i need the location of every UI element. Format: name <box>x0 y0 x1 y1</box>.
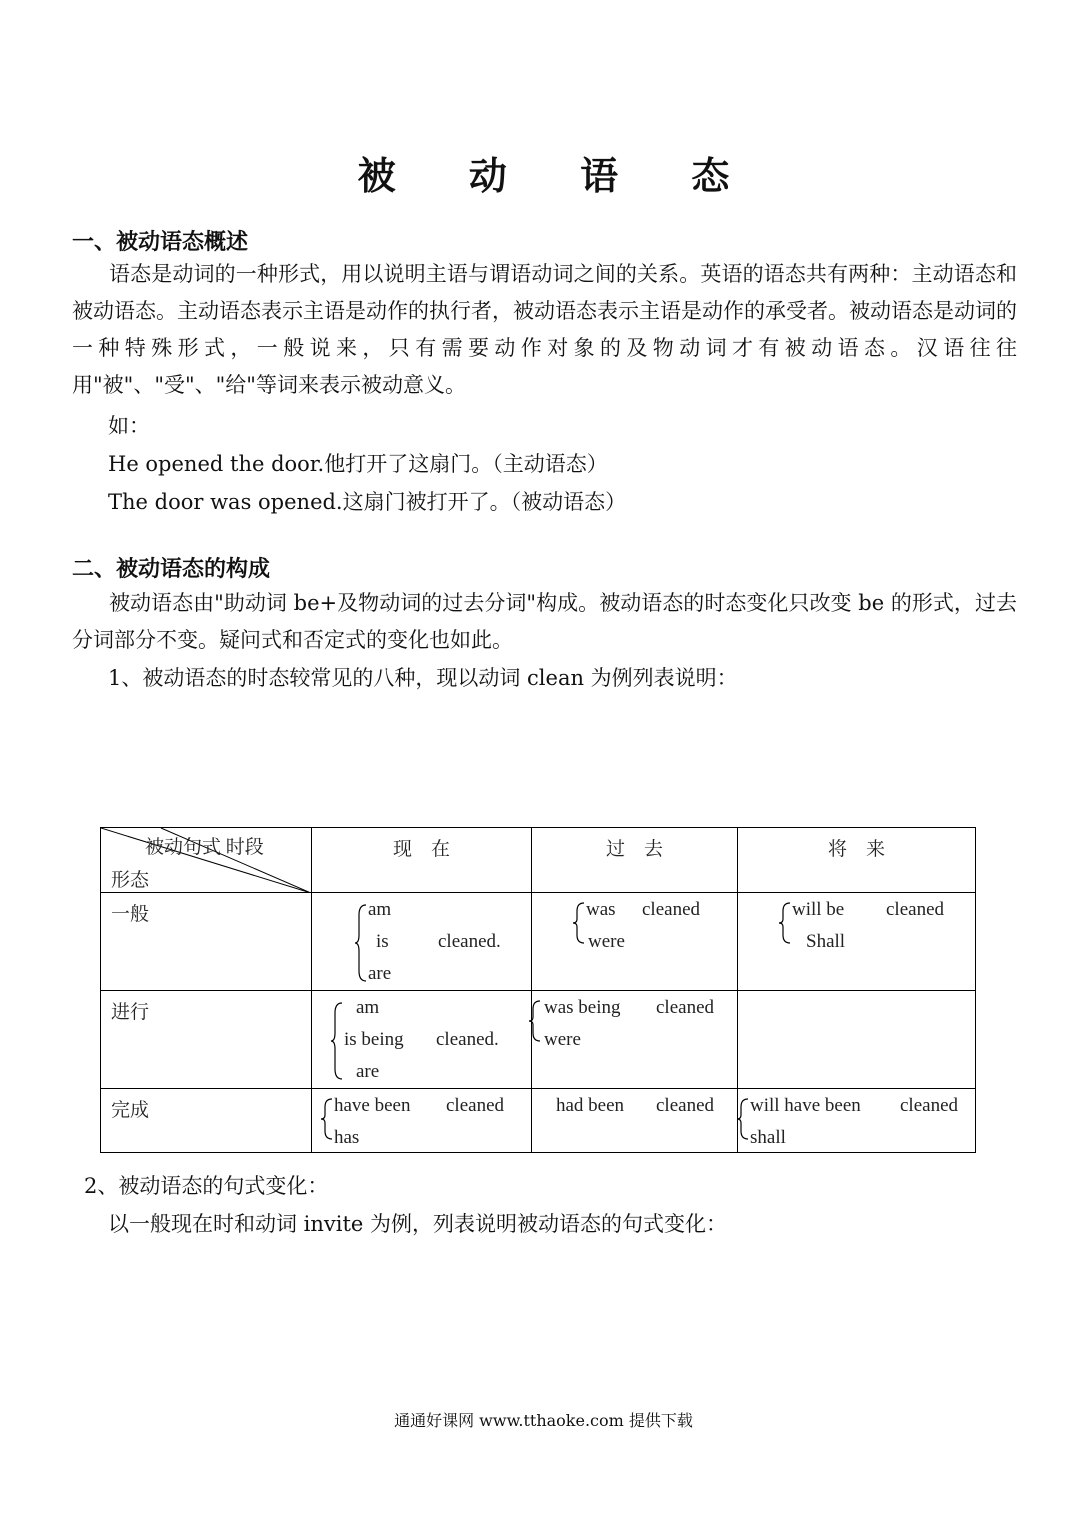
section2-paragraph: 被动语态由"助动词 be+及物动词的过去分词"构成。被动语态的时态变化只改变 be 的形式，过去分词部分不变。疑问式和否定式的变化也如此。 <box>72 591 1017 652</box>
prog-past-cell: was being were cleaned <box>532 991 738 1089</box>
section1-paragraph: 语态是动词的一种形式，用以说明主语与谓语动词之间的关系。英语的语态共有两种：主动语态和被动语态。主动语态表示主语是动作的执行者，被动语态表示主语是动作的承受者。被动语态是动词的一种特殊形式，一般说来，只有需要动作对象的及物动词才有被动语态。汉语往往用"被"、"受"、"给"等词来表示被动意义。 <box>72 262 1017 397</box>
brace-icon <box>330 1001 344 1081</box>
page-title: 被 动 语 态 <box>357 153 760 198</box>
simple-past-cell: was were cleaned <box>532 893 738 991</box>
col-header-present: 现 在 <box>312 828 532 893</box>
item2-text: 以一般现在时和动词 invite 为例，列表说明被动语态的句式变化： <box>108 1212 728 1236</box>
brace-icon <box>778 901 792 945</box>
prog-future-cell <box>738 991 976 1089</box>
simple-present-cell: am is are cleaned. <box>312 893 532 991</box>
example-passive: The door was opened.这扇门被打开了。（被动语态） <box>108 490 627 514</box>
header-diag-bottom: 形态 <box>111 870 150 891</box>
section2-heading: 二、被动语态的构成 <box>72 556 271 582</box>
footer: 通通好课网 www.tthaoke.com 提供下载 <box>394 1411 693 1430</box>
section1-heading: 一、被动语态概述 <box>72 229 249 255</box>
header-diag-top: 被动句式 时段 <box>145 837 264 858</box>
example-label: 如： <box>108 414 150 438</box>
prog-present-cell: am is being are cleaned. <box>312 991 532 1089</box>
col-header-past: 过 去 <box>532 828 738 893</box>
brace-icon <box>320 1097 334 1141</box>
row-label-progressive: 进行 <box>101 991 312 1089</box>
example-active: He opened the door.他打开了这扇门。（主动语态） <box>108 452 608 476</box>
perf-future-cell: will have been shall cleaned <box>738 1089 976 1153</box>
col-header-future: 将 来 <box>738 828 976 893</box>
simple-future-cell: will be Shall cleaned <box>738 893 976 991</box>
item1-text: 1、被动语态的时态较常见的八种，现以动词 clean 为例列表说明： <box>108 666 738 690</box>
row-label-perfect: 完成 <box>101 1089 312 1153</box>
diagonal-header-cell <box>101 828 312 893</box>
row-label-simple: 一般 <box>101 893 312 991</box>
brace-icon <box>354 903 368 983</box>
tense-table <box>100 827 976 1153</box>
brace-icon <box>736 1097 750 1141</box>
brace-icon <box>572 901 586 945</box>
perf-past-cell: had been cleaned <box>532 1089 738 1153</box>
perf-present-cell: have been has cleaned <box>312 1089 532 1153</box>
item2-heading: 2、被动语态的句式变化： <box>84 1174 329 1198</box>
brace-icon <box>528 999 542 1043</box>
